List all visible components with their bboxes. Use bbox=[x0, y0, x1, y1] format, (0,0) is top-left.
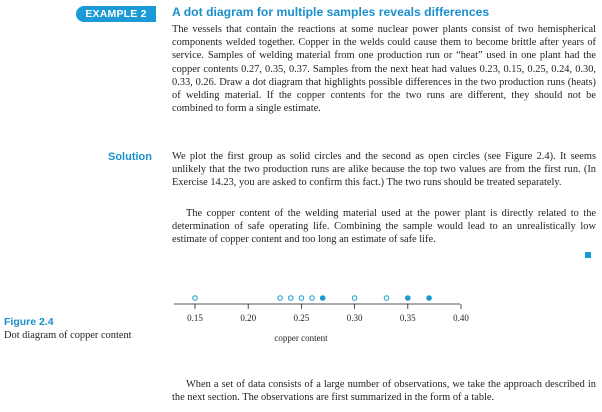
tick-label: 0.40 bbox=[453, 313, 469, 323]
example-body: The vessels that contain the reactions at some nuclear power plants consist of two hemispherical components welded together. Copper in the welds could cause them to become brittle after years of service. Samples of welding material from one production run or “heat” used in one plant had the copper contents 0.27, 0.35, 0.37. Samples from the next heat had values 0.23, 0.15, 0.25, 0.24, 0.30, 0.33, 0.26. Draw a dot diagram that highlights possible differences in the two production runs (heats) of welding material. If the copper contents for the two runs are different, they should not be combined to form a single estimate. bbox=[172, 24, 596, 115]
data-point-solid bbox=[427, 296, 432, 301]
tick-label: 0.30 bbox=[346, 313, 363, 323]
example-title: A dot diagram for multiple samples reveals differences bbox=[172, 5, 490, 19]
dot-diagram bbox=[170, 290, 470, 348]
data-point-open bbox=[278, 296, 283, 301]
data-point-open bbox=[384, 296, 389, 301]
solution-paragraph-1: We plot the first group as solid circles and the second as open circles (see Figure 2.4). It seems unlikely that the two production runs are alike because the top two values are from the first run. (In Exercise 14.23, you are asked to confirm this fact.) The two runs should be treated separately. bbox=[172, 151, 596, 189]
data-point-open bbox=[299, 296, 304, 301]
tick-label: 0.25 bbox=[293, 313, 310, 323]
figure-title: Figure 2.4 bbox=[4, 316, 54, 328]
closing-paragraph: When a set of data consists of a large number of observations, we take the approach described in the next section. The observations are first summarized in the form of a table. bbox=[172, 379, 596, 404]
end-of-example-mark bbox=[585, 252, 591, 258]
data-point-open bbox=[352, 296, 357, 301]
data-point-solid bbox=[320, 296, 325, 301]
solution-paragraph-2: The copper content of the welding material used at the power plant is directly related to the determination of safe operating life. Combining the sample would lead to an unrealistically low estimate of copper content and too long an estimate of safe life. bbox=[172, 208, 596, 246]
tick-label: 0.20 bbox=[240, 313, 257, 323]
data-point-open bbox=[288, 296, 293, 301]
example-badge: EXAMPLE 2 bbox=[76, 6, 156, 22]
figure-caption: Dot diagram of copper content bbox=[4, 330, 132, 341]
x-axis-label: copper content bbox=[274, 333, 328, 343]
solution-label: Solution bbox=[108, 151, 152, 163]
tick-label: 0.35 bbox=[399, 313, 416, 323]
tick-label: 0.15 bbox=[187, 313, 203, 323]
data-point-solid bbox=[406, 296, 411, 301]
data-point-open bbox=[310, 296, 315, 301]
data-point-open bbox=[193, 296, 198, 301]
